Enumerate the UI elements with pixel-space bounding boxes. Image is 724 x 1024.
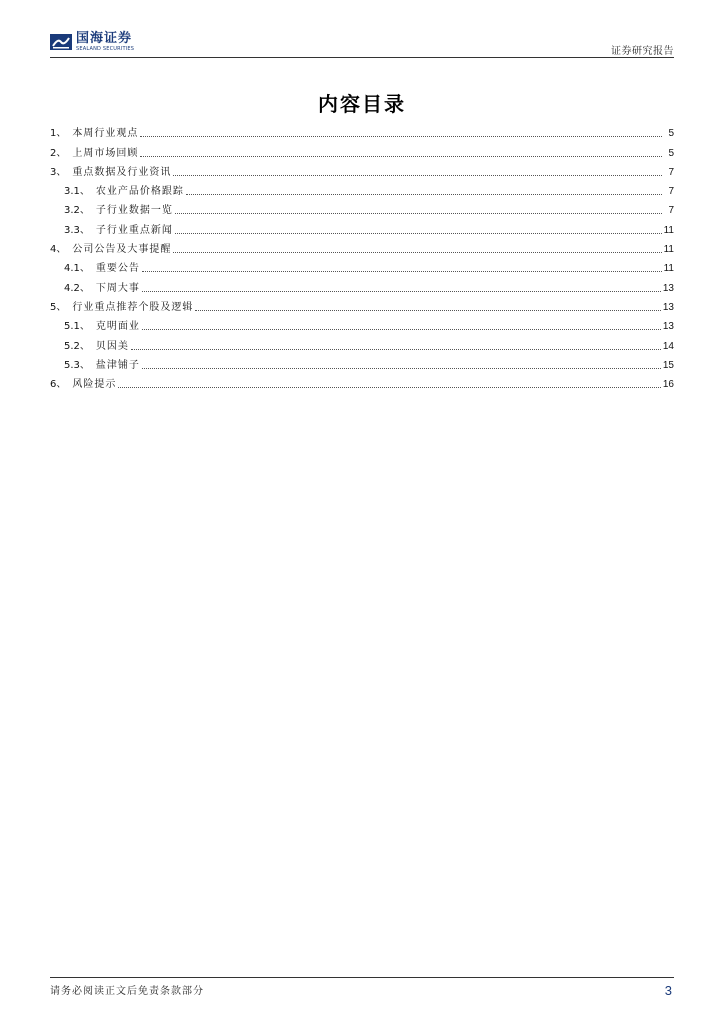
toc-entry-page: 13 <box>662 301 674 313</box>
toc-entry[interactable] <box>50 333 674 352</box>
toc-entry-title: 下周大事 <box>95 282 140 294</box>
page-header <box>50 30 674 60</box>
toc-dot-leader <box>118 386 661 388</box>
toc-entry-number: 4、 <box>50 244 67 256</box>
toc-dot-leader <box>173 174 662 176</box>
toc-entry-title: 盐津铺子 <box>95 359 140 371</box>
page-number: 3 <box>664 983 672 998</box>
footer-disclaimer: 请务必阅读正文后免责条款部分 <box>50 986 204 997</box>
toc-entry-page: 5 <box>668 147 674 159</box>
toc-entry-number: 2、 <box>50 147 67 159</box>
company-logo <box>50 30 134 54</box>
toc-entry-number: 6、 <box>50 379 67 391</box>
table-of-contents <box>50 121 674 391</box>
toc-dot-leader <box>142 290 661 292</box>
toc-entry[interactable] <box>50 237 674 256</box>
toc-entry-number: 5、 <box>50 301 67 313</box>
toc-entry-title: 本周行业观点 <box>72 128 139 140</box>
logo-english-name: SEALAND SECURITIES <box>76 45 135 52</box>
toc-entry-title: 公司公告及大事提醒 <box>72 244 172 256</box>
toc-entry-number: 3.1、 <box>64 186 90 198</box>
toc-entry-number: 4.1、 <box>64 263 90 275</box>
toc-entry[interactable] <box>50 179 674 198</box>
toc-entry-page: 11 <box>663 224 674 236</box>
toc-entry-title: 子行业数据一览 <box>95 205 173 217</box>
toc-entry[interactable] <box>50 314 674 333</box>
toc-dot-leader <box>140 135 662 137</box>
toc-entry-page: 5 <box>668 128 674 140</box>
toc-entry-page: 13 <box>662 282 674 294</box>
toc-entry-page: 11 <box>663 244 674 256</box>
toc-entry[interactable] <box>50 198 674 217</box>
toc-entry[interactable] <box>50 295 674 314</box>
toc-entry-number: 5.3、 <box>64 359 90 371</box>
toc-entry-page: 7 <box>668 186 674 198</box>
toc-dot-leader <box>175 232 662 234</box>
toc-entry-title: 重点数据及行业资讯 <box>72 166 172 178</box>
toc-entry[interactable] <box>50 353 674 372</box>
toc-entry[interactable] <box>50 121 674 140</box>
toc-entry[interactable] <box>50 256 674 275</box>
toc-dot-leader <box>173 251 661 253</box>
toc-entry-title: 子行业重点新闻 <box>95 224 173 236</box>
header-divider <box>50 57 674 58</box>
toc-entry[interactable] <box>50 160 674 179</box>
toc-entry-number: 3.2、 <box>64 205 90 217</box>
toc-dot-leader <box>140 155 662 157</box>
toc-entry-page: 14 <box>662 340 674 352</box>
toc-entry-page: 7 <box>668 166 674 178</box>
toc-entry-page: 7 <box>668 205 674 217</box>
toc-entry-page: 13 <box>662 321 674 333</box>
toc-dot-leader <box>142 270 662 272</box>
toc-entry-title: 克明面业 <box>95 321 140 333</box>
toc-entry[interactable] <box>50 217 674 236</box>
toc-entry-number: 1、 <box>50 128 67 140</box>
toc-dot-leader <box>142 367 661 369</box>
toc-entry-title: 贝因美 <box>95 340 129 352</box>
toc-dot-leader <box>131 348 661 350</box>
toc-entry-title: 风险提示 <box>72 379 117 391</box>
toc-dot-leader <box>195 309 661 311</box>
toc-entry-page: 16 <box>662 379 674 391</box>
toc-entry-number: 5.2、 <box>64 340 90 352</box>
toc-entry-number: 5.1、 <box>64 321 90 333</box>
report-type-label: 证券研究报告 <box>611 46 674 57</box>
toc-entry-number: 4.2、 <box>64 282 90 294</box>
toc-entry[interactable] <box>50 275 674 294</box>
toc-entry-title: 上周市场回顾 <box>72 147 139 159</box>
toc-entry-number: 3.3、 <box>64 224 90 236</box>
toc-dot-leader <box>175 212 662 214</box>
toc-entry[interactable] <box>50 372 674 391</box>
toc-dot-leader <box>186 193 662 195</box>
toc-dot-leader <box>142 328 661 330</box>
toc-entry-page: 11 <box>663 263 674 275</box>
sealand-logo-icon <box>50 32 72 52</box>
footer-divider <box>50 977 674 978</box>
toc-entry-page: 15 <box>662 359 674 371</box>
toc-entry-title: 农业产品价格跟踪 <box>95 186 184 198</box>
toc-entry-title: 重要公告 <box>95 263 140 275</box>
toc-heading: 内容目录 <box>318 92 406 116</box>
logo-chinese-name: 国海证券 <box>76 30 133 46</box>
toc-entry-number: 3、 <box>50 166 67 178</box>
toc-entry[interactable] <box>50 140 674 159</box>
toc-entry-title: 行业重点推荐个股及逻辑 <box>72 301 194 313</box>
